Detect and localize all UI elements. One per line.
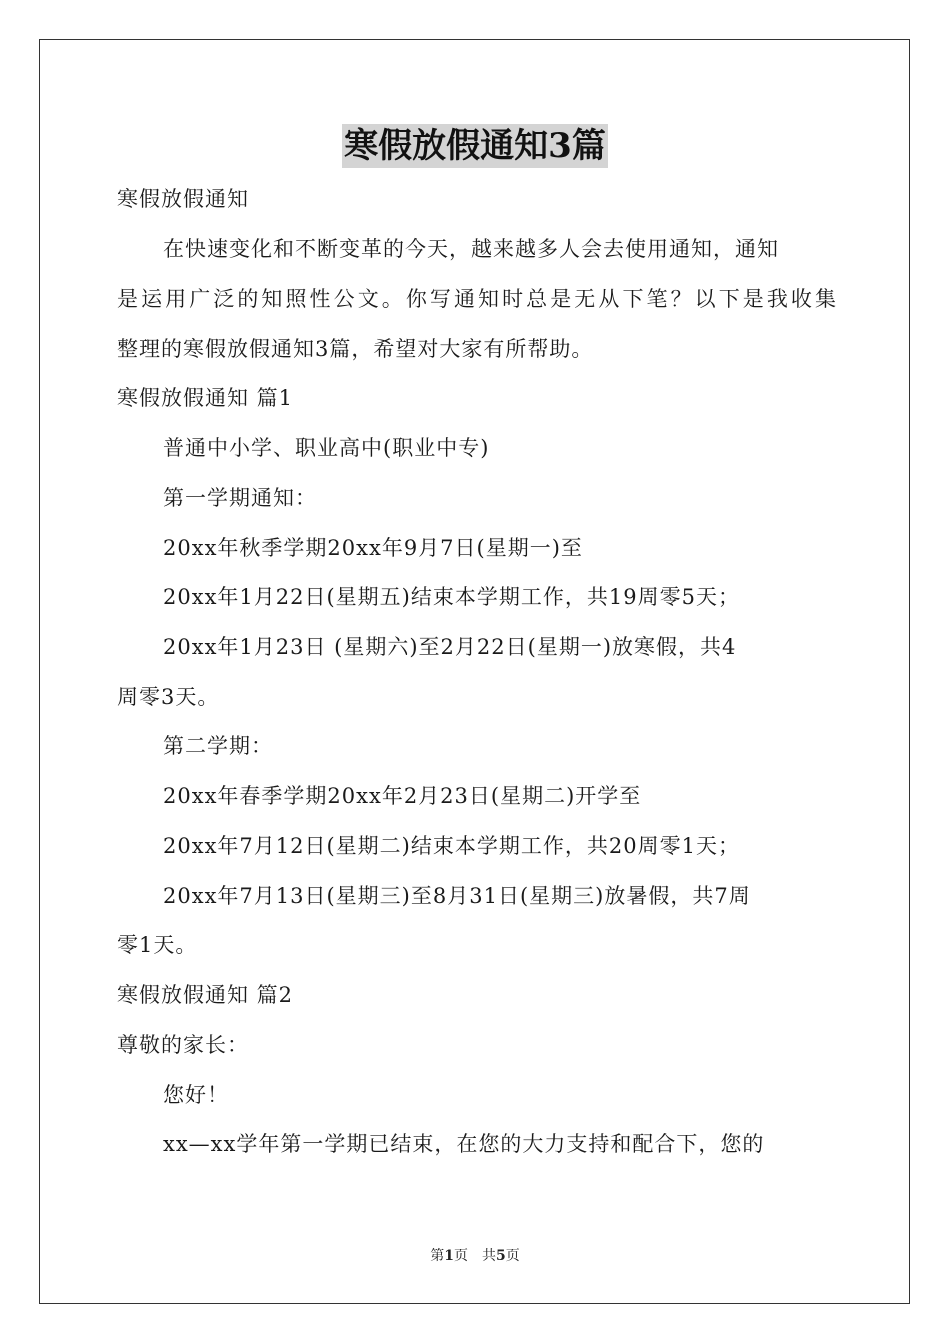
paragraph-line: 20xx年1月22日(星期五)结束本学期工作，共19周零5天；: [163, 585, 740, 609]
footer-page-prefix: 第: [430, 1248, 445, 1264]
salutation: 尊敬的家长：: [117, 1033, 249, 1057]
paragraph-line: xx—xx学年第一学期已结束，在您的大力支持和配合下，您的: [163, 1132, 765, 1156]
paragraph-line: 20xx年7月13日(星期三)至8月31日(星期三)放暑假，共7周: [163, 884, 751, 908]
document-title: 寒假放假通知3篇: [344, 126, 606, 166]
greeting: 您好！: [163, 1083, 229, 1107]
title-container: [0, 124, 950, 168]
section-heading: 寒假放假通知: [117, 187, 249, 211]
section-heading: 寒假放假通知 篇1: [117, 386, 294, 410]
paragraph-line: 第二学期：: [163, 734, 273, 758]
page-border: [39, 39, 910, 1304]
paragraph-line: 20xx年秋季学期20xx年9月7日(星期一)至: [163, 536, 583, 560]
page-footer: [0, 1246, 950, 1266]
paragraph-line: 20xx年1月23日 (星期六)至2月22日(星期一)放寒假，共4: [163, 635, 737, 659]
paragraph-line: 在快速变化和不断变革的今天，越来越多人会去使用通知，通知: [163, 237, 779, 261]
paragraph-line: 第一学期通知：: [163, 486, 317, 510]
paragraph-line: 整理的寒假放假通知3篇，希望对大家有所帮助。: [117, 337, 594, 361]
footer-total-suffix: 页: [505, 1248, 520, 1264]
section-heading: 寒假放假通知 篇2: [117, 983, 294, 1007]
paragraph-line: 20xx年春季学期20xx年2月23日(星期二)开学至: [163, 784, 642, 808]
footer-page-suffix: 页: [454, 1248, 468, 1264]
footer-page-number: 1: [444, 1248, 454, 1264]
paragraph-line: 是运用广泛的知照性公文。你写通知时总是无从下笔？以下是我收集: [117, 287, 837, 311]
paragraph-line: 20xx年7月12日(星期二)结束本学期工作，共20周零1天；: [163, 834, 740, 858]
footer-total-prefix: 共: [482, 1248, 496, 1264]
footer-total-number: 5: [496, 1248, 506, 1264]
paragraph-line: 普通中小学、职业高中(职业中专): [163, 436, 490, 460]
paragraph-line: 零1天。: [117, 933, 198, 957]
paragraph-line: 周零3天。: [117, 685, 220, 709]
